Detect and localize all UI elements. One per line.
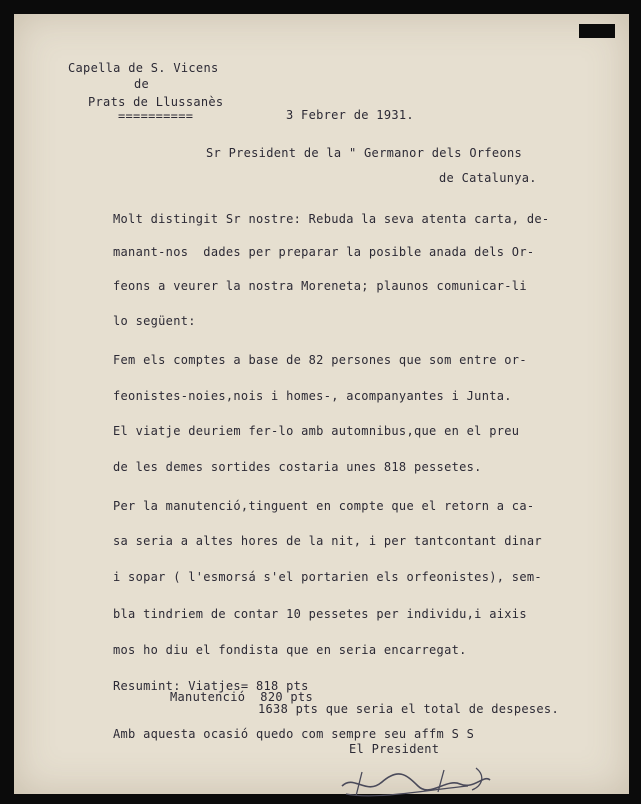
body-line: feons a veurer la nostra Moreneta; plaunos comunicar-li	[113, 279, 527, 293]
body-line: sa seria a altes hores de la nit, i per tantcontant dinar	[113, 534, 542, 548]
page-corner-notch	[579, 24, 615, 38]
body-line: manant-nos dades per preparar la posible anada dels Or-	[113, 245, 535, 259]
recipient-line-1: Sr President de la " Germanor dels Orfeons	[206, 146, 523, 160]
handwritten-signature	[336, 756, 496, 804]
body-line: El viatje deuriem fer-lo amb automnibus,que en el preu	[113, 424, 520, 438]
body-line: mos ho diu el fondista que en seria encarregat.	[113, 643, 467, 657]
letterhead-line-1: Capella de S. Vicens	[68, 61, 219, 75]
body-line: Fem els comptes a base de 82 persones que som entre or-	[113, 353, 527, 367]
closing-line: Amb aquesta ocasió quedo com sempre seu affm S S	[113, 727, 475, 741]
letterhead-underline: ==========	[118, 109, 194, 123]
body-line: Per la manutenció,tinguent en compte que el retorn a ca-	[113, 499, 535, 513]
body-line: lo següent:	[113, 314, 196, 328]
body-line: i sopar ( l'esmorsá s'el portarien els orfeonistes), sem-	[113, 570, 542, 584]
summary-line-2: Manutenció 820 pts	[170, 690, 313, 704]
summary-line-3: 1638 pts que seria el total de despeses.	[258, 702, 559, 716]
letterhead-line-2: de	[134, 77, 150, 91]
body-line: de les demes sortides costaria unes 818 pessetes.	[113, 460, 482, 474]
letter-page	[14, 14, 629, 794]
letterhead-line-3: Prats de Llussanès	[88, 95, 224, 109]
signatory-title: El President	[349, 742, 440, 756]
body-line: feonistes-noies,nois i homes-, acompanyantes i Junta.	[113, 389, 512, 403]
body-line: bla tindriem de contar 10 pessetes per individu,i aixis	[113, 607, 527, 621]
letter-date: 3 Febrer de 1931.	[286, 108, 414, 122]
body-line: Molt distingit Sr nostre: Rebuda la seva atenta carta, de-	[113, 212, 550, 226]
summary-line-1: Resumint: Viatjes= 818 pts	[113, 679, 309, 693]
recipient-line-2: de Catalunya.	[439, 171, 537, 185]
